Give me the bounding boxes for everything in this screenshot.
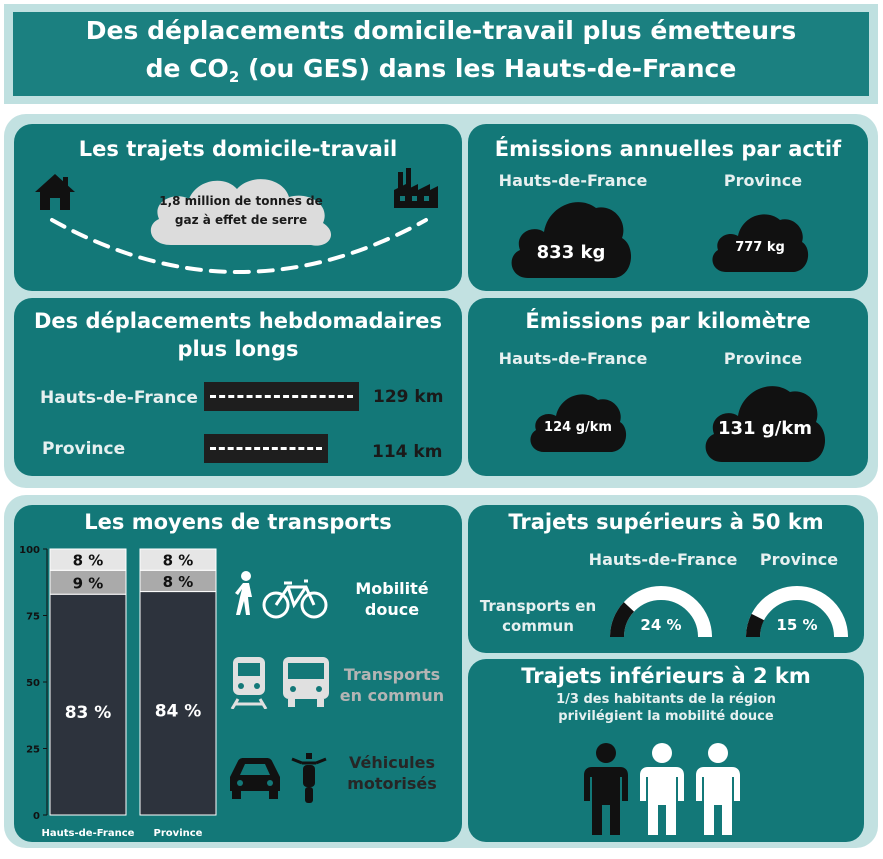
x-category-label: Hauts-de-France bbox=[41, 828, 135, 839]
hebdo-label-hdf: Hauts-de-France bbox=[40, 388, 198, 408]
bar-data-label: 84 % bbox=[154, 701, 202, 722]
cloud-text-line2: gaz à effet de serre bbox=[174, 213, 308, 227]
ea-value-province: 777 kg bbox=[735, 240, 785, 255]
top-section bbox=[4, 114, 878, 488]
person-icon bbox=[636, 743, 688, 837]
title-rest-text: (ou GES) dans les Hauts-de-France bbox=[239, 54, 737, 83]
hebdo-label-province: Province bbox=[42, 439, 126, 459]
factory-icon bbox=[392, 168, 440, 208]
road-bar-hdf bbox=[204, 382, 359, 411]
bicycle-icon bbox=[262, 579, 328, 619]
stacked-bar-chart bbox=[14, 541, 234, 842]
sup50-value-hdf: 24 % bbox=[640, 616, 682, 634]
ea-value-hdf: 833 kg bbox=[536, 242, 606, 263]
y-tick-label: 0 bbox=[33, 811, 40, 822]
panel-hebdo bbox=[14, 298, 462, 476]
motorcycle-icon bbox=[290, 753, 328, 805]
panel-emissions-km bbox=[468, 298, 868, 476]
emission-cloud-icon-hdf bbox=[506, 194, 636, 280]
ek-region-hdf: Hauts-de-France bbox=[498, 349, 648, 368]
legend-commun-line2: en commun bbox=[339, 686, 445, 705]
ea-region-province: Province bbox=[723, 171, 803, 190]
y-tick-label: 50 bbox=[26, 678, 40, 689]
person-icon-highlighted bbox=[580, 743, 632, 837]
sup50-title: Trajets supérieurs à 50 km bbox=[508, 510, 824, 534]
bar-data-label: 9 % bbox=[72, 574, 104, 593]
sup50-region-province: Province bbox=[759, 550, 839, 569]
sup50-region-hdf: Hauts-de-France bbox=[588, 550, 738, 569]
bar-data-label: 8 % bbox=[162, 572, 194, 591]
hebdo-value-province: 114 km bbox=[372, 442, 443, 462]
legend-douce-line1: Mobilité bbox=[355, 579, 429, 598]
gauge-fill bbox=[753, 617, 758, 637]
person-icon bbox=[692, 743, 744, 837]
hebdo-title-line1: Des déplacements hebdomadaires bbox=[33, 309, 442, 333]
inf2-title: Trajets inférieurs à 2 km bbox=[521, 664, 811, 688]
panel-trajets bbox=[14, 124, 462, 291]
y-tick-label: 75 bbox=[26, 611, 40, 623]
header bbox=[4, 4, 878, 104]
legend-commun-line1: Transports bbox=[343, 665, 441, 684]
sup50-label-line1: Transports en bbox=[479, 597, 597, 615]
inf2-sub-line1: 1/3 des habitants de la région bbox=[556, 692, 776, 707]
train-icon bbox=[230, 655, 268, 709]
panel-emissions-annuelles bbox=[468, 124, 868, 291]
walking-person-icon bbox=[232, 571, 258, 617]
emissions-km-title: Émissions par kilomètre bbox=[525, 309, 811, 333]
bar-data-label: 8 % bbox=[162, 551, 194, 570]
car-icon bbox=[226, 755, 284, 801]
bus-icon bbox=[280, 655, 332, 709]
page-title-line1: Des déplacements domicile-travail plus émetteurs bbox=[85, 16, 797, 45]
hebdo-title-line2: plus longs bbox=[177, 337, 299, 361]
y-tick-label: 100 bbox=[19, 545, 40, 556]
ek-value-province: 131 g/km bbox=[717, 418, 813, 439]
gauge-fill bbox=[617, 607, 629, 637]
legend-motorises-line2: motorisés bbox=[347, 774, 437, 793]
panel-moyens bbox=[14, 505, 462, 842]
page-title-line2 bbox=[146, 50, 737, 96]
y-tick-label: 25 bbox=[26, 744, 40, 756]
title-co-text: de CO bbox=[145, 54, 229, 83]
ek-value-hdf: 124 g/km bbox=[544, 420, 612, 435]
title-subscript: 2 bbox=[228, 68, 240, 86]
title-banner bbox=[13, 12, 869, 96]
bottom-section bbox=[4, 495, 878, 848]
x-category-label: Province bbox=[153, 828, 203, 839]
bar-data-label: 8 % bbox=[72, 551, 104, 570]
ek-region-province: Province bbox=[723, 349, 803, 368]
legend-motorises-line1: Véhicules bbox=[349, 753, 435, 772]
hebdo-value-hdf: 129 km bbox=[373, 387, 444, 407]
panel-inf2 bbox=[468, 659, 864, 842]
bar-data-label: 83 % bbox=[64, 702, 112, 723]
trajets-title: Les trajets domicile-travail bbox=[78, 137, 398, 161]
house-icon bbox=[34, 172, 76, 212]
inf2-sub-line2: privilégient la mobilité douce bbox=[558, 709, 774, 724]
moyens-title: Les moyens de transports bbox=[84, 510, 392, 534]
legend-douce-line2: douce bbox=[364, 600, 420, 619]
sup50-value-province: 15 % bbox=[776, 616, 818, 634]
sup50-label-line2: commun bbox=[502, 617, 574, 635]
ea-region-hdf: Hauts-de-France bbox=[498, 171, 648, 190]
panel-sup50 bbox=[468, 505, 864, 653]
emissions-annuelles-title: Émissions annuelles par actif bbox=[494, 137, 842, 161]
road-bar-province bbox=[204, 434, 328, 463]
cloud-text-line1: 1,8 million de tonnes de bbox=[159, 194, 323, 208]
